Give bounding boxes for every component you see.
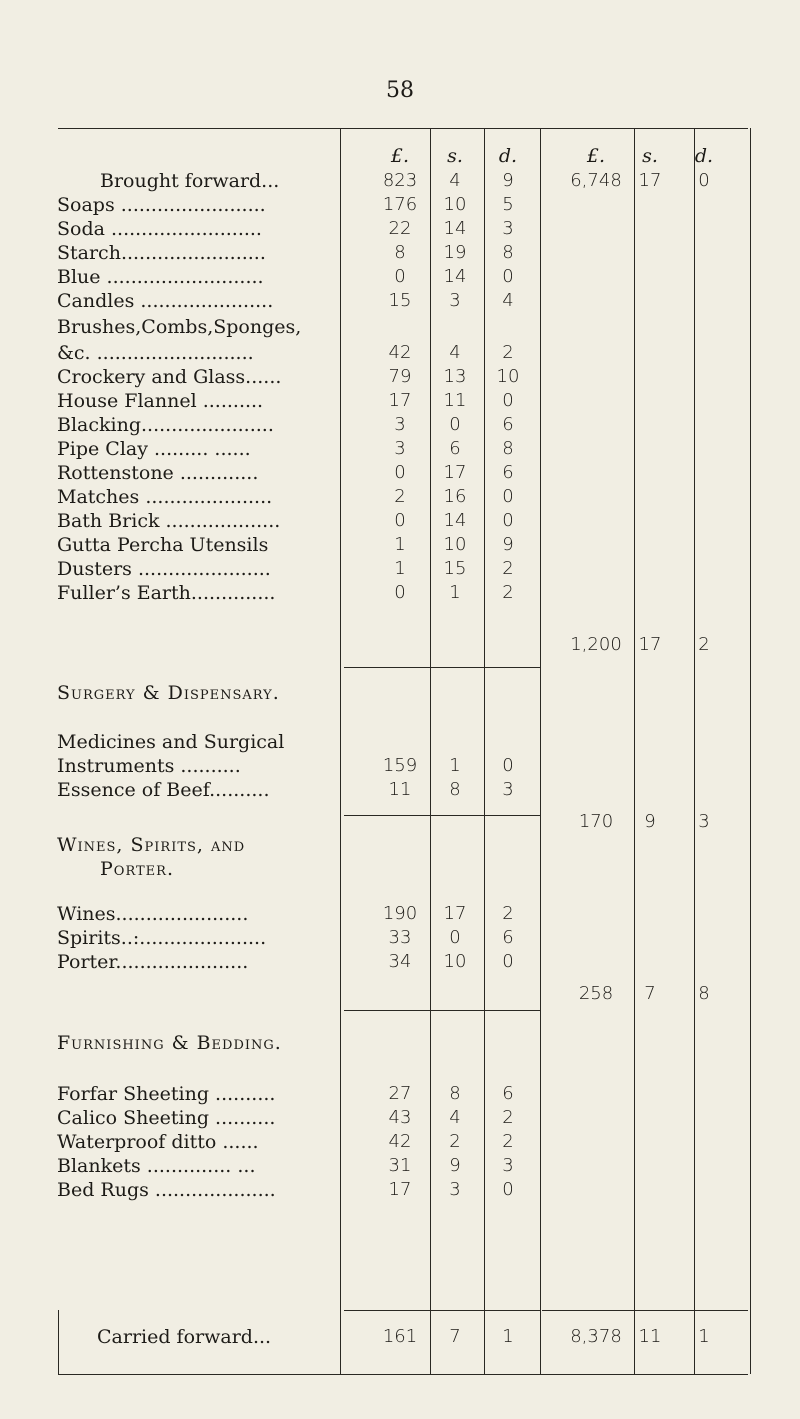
amount-pounds: 79 (388, 366, 412, 387)
amount-pounds: 17 (388, 390, 412, 411)
total-pounds: 8,378 (570, 1326, 622, 1347)
amount-pence: 3 (502, 1155, 514, 1176)
subtotal-pounds: 1,200 (570, 634, 622, 655)
subtotal-rule (344, 1010, 540, 1011)
amount-pounds: 1 (394, 558, 406, 579)
amount-shillings: 1 (449, 755, 461, 776)
header-pounds: £. (390, 145, 410, 167)
amount-shillings: 17 (443, 462, 467, 483)
amount-pence: 0 (502, 510, 514, 531)
amount-pence: 0 (502, 390, 514, 411)
row-label: Brushes,Combs,Sponges, (57, 316, 302, 338)
total-pence: 0 (698, 170, 710, 191)
row-label: Soaps ........................ (57, 194, 266, 216)
row-label: Candles ...................... (57, 290, 274, 312)
amount-pounds: 27 (388, 1083, 412, 1104)
amount-pounds: 42 (388, 342, 412, 363)
amount-pence: 2 (502, 558, 514, 579)
amount-shillings: 10 (443, 534, 467, 555)
header-pence: d. (498, 145, 518, 167)
amount-shillings: 9 (449, 1155, 461, 1176)
amount-shillings: 14 (443, 510, 467, 531)
amount-pounds: 823 (382, 170, 418, 191)
amount-shillings: 4 (449, 1107, 461, 1128)
row-label: Wines...................... (57, 903, 249, 925)
amount-pence: 0 (502, 951, 514, 972)
amount-pence: 6 (502, 927, 514, 948)
section-heading: Wines, Spirits, and (57, 834, 246, 856)
row-label: Porter...................... (57, 951, 249, 973)
column-rule (750, 128, 751, 1374)
amount-pence: 0 (502, 486, 514, 507)
amount-pence: 9 (502, 170, 514, 191)
amount-pounds: 1 (394, 534, 406, 555)
amount-pounds: 8 (394, 242, 406, 263)
row-label: Crockery and Glass...... (57, 366, 282, 388)
column-rule (340, 128, 341, 1374)
amount-pounds: 22 (388, 218, 412, 239)
row-label: Blankets .............. ... (57, 1155, 256, 1177)
row-label: Rottenstone ............. (57, 462, 259, 484)
amount-shillings: 8 (449, 1083, 461, 1104)
amount-pence: 4 (502, 290, 514, 311)
amount-pounds: 0 (394, 462, 406, 483)
amount-shillings: 3 (449, 1179, 461, 1200)
amount-pounds: 3 (394, 414, 406, 435)
amount-pence: 2 (502, 1131, 514, 1152)
amount-shillings: 3 (449, 290, 461, 311)
amount-pounds: 34 (388, 951, 412, 972)
subtotal-pence: 2 (698, 634, 710, 655)
amount-pence: 0 (502, 1179, 514, 1200)
amount-pounds: 31 (388, 1155, 412, 1176)
section-heading: Surgery & Dispensary. (57, 682, 280, 704)
row-label: Carried forward... (97, 1326, 272, 1348)
amount-pence: 0 (502, 755, 514, 776)
amount-pence: 8 (502, 242, 514, 263)
amount-shillings: 17 (443, 903, 467, 924)
amount-pence: 0 (502, 266, 514, 287)
amount-pounds: 161 (382, 1326, 418, 1347)
row-label: Bath Brick ................... (57, 510, 281, 532)
amount-shillings: 13 (443, 366, 467, 387)
amount-pounds: 11 (388, 779, 412, 800)
subtotal-pence: 8 (698, 983, 710, 1004)
amount-pounds: 0 (394, 582, 406, 603)
amount-pence: 3 (502, 779, 514, 800)
row-label: Soda ......................... (57, 218, 262, 240)
amount-pounds: 176 (382, 194, 418, 215)
amount-shillings: 11 (443, 390, 467, 411)
row-label: House Flannel .......... (57, 390, 264, 412)
amount-shillings: 0 (449, 414, 461, 435)
subtotal-shillings: 17 (638, 634, 662, 655)
row-label: Spirits..:..................... (57, 927, 267, 949)
amount-pence: 1 (502, 1326, 514, 1347)
column-rule (58, 1310, 59, 1374)
amount-shillings: 10 (443, 194, 467, 215)
row-label: Brought forward... (100, 170, 280, 192)
amount-pence: 6 (502, 1083, 514, 1104)
table-bottom-rule (58, 1374, 748, 1375)
header2-pounds: £. (586, 145, 606, 167)
table-top-rule (58, 128, 748, 129)
amount-pounds: 43 (388, 1107, 412, 1128)
amount-pence: 5 (502, 194, 514, 215)
row-label: &c. .......................... (57, 342, 254, 364)
amount-shillings: 4 (449, 342, 461, 363)
amount-pounds: 0 (394, 510, 406, 531)
amount-pounds: 3 (394, 438, 406, 459)
total-shillings: 11 (638, 1326, 662, 1347)
amount-shillings: 14 (443, 266, 467, 287)
amount-pounds: 190 (382, 903, 418, 924)
amount-pence: 9 (502, 534, 514, 555)
amount-shillings: 16 (443, 486, 467, 507)
subtotal-rule (344, 815, 540, 816)
total-pounds: 6,748 (570, 170, 622, 191)
total-pence: 1 (698, 1326, 710, 1347)
amount-pence: 2 (502, 903, 514, 924)
amount-pounds: 42 (388, 1131, 412, 1152)
row-label: Waterproof ditto ...... (57, 1131, 259, 1153)
row-label: Forfar Sheeting .......... (57, 1083, 276, 1105)
amount-pence: 6 (502, 414, 514, 435)
amount-shillings: 15 (443, 558, 467, 579)
subtotal-pounds: 258 (578, 983, 614, 1004)
amount-pence: 6 (502, 462, 514, 483)
amount-pence: 10 (496, 366, 520, 387)
subtotal-shillings: 9 (644, 811, 656, 832)
amount-shillings: 14 (443, 218, 467, 239)
row-label: Fuller’s Earth.............. (57, 582, 276, 604)
row-label: Blacking...................... (57, 414, 274, 436)
row-label: Essence of Beef.......... (57, 779, 270, 801)
total-shillings: 17 (638, 170, 662, 191)
amount-shillings: 19 (443, 242, 467, 263)
subtotal-rule (542, 1310, 748, 1311)
column-rule (634, 128, 635, 1374)
subtotal-pence: 3 (698, 811, 710, 832)
amount-pounds: 33 (388, 927, 412, 948)
amount-pounds: 2 (394, 486, 406, 507)
amount-shillings: 4 (449, 170, 461, 191)
amount-shillings: 2 (449, 1131, 461, 1152)
amount-shillings: 8 (449, 779, 461, 800)
header-shillings: s. (447, 145, 463, 167)
row-label: Medicines and Surgical (57, 731, 285, 753)
row-label: Gutta Percha Utensils (57, 534, 269, 556)
amount-shillings: 0 (449, 927, 461, 948)
section-heading: Furnishing & Bedding. (57, 1032, 282, 1054)
amount-pence: 2 (502, 342, 514, 363)
row-label: Calico Sheeting .......... (57, 1107, 276, 1129)
amount-shillings: 7 (449, 1326, 461, 1347)
header2-pence: d. (694, 145, 714, 167)
amount-shillings: 1 (449, 582, 461, 603)
amount-shillings: 6 (449, 438, 461, 459)
row-label: Dusters ...................... (57, 558, 271, 580)
column-rule (694, 128, 695, 1374)
subtotal-pounds: 170 (578, 811, 614, 832)
amount-shillings: 10 (443, 951, 467, 972)
row-label: Matches ..................... (57, 486, 273, 508)
amount-pence: 2 (502, 582, 514, 603)
row-label: Starch........................ (57, 242, 266, 264)
row-label: Pipe Clay ......... ...... (57, 438, 251, 460)
subtotal-rule (344, 1310, 540, 1311)
subtotal-shillings: 7 (644, 983, 656, 1004)
row-label: Instruments .......... (57, 755, 241, 777)
amount-pounds: 159 (382, 755, 418, 776)
amount-pounds: 17 (388, 1179, 412, 1200)
subtotal-rule (344, 667, 540, 668)
amount-pence: 3 (502, 218, 514, 239)
amount-pence: 8 (502, 438, 514, 459)
page-number: 58 (386, 78, 414, 103)
amount-pounds: 0 (394, 266, 406, 287)
amount-pence: 2 (502, 1107, 514, 1128)
header2-shillings: s. (642, 145, 658, 167)
amount-pounds: 15 (388, 290, 412, 311)
row-label: Blue .......................... (57, 266, 264, 288)
row-label: Bed Rugs .................... (57, 1179, 276, 1201)
section-heading: Porter. (100, 858, 174, 880)
